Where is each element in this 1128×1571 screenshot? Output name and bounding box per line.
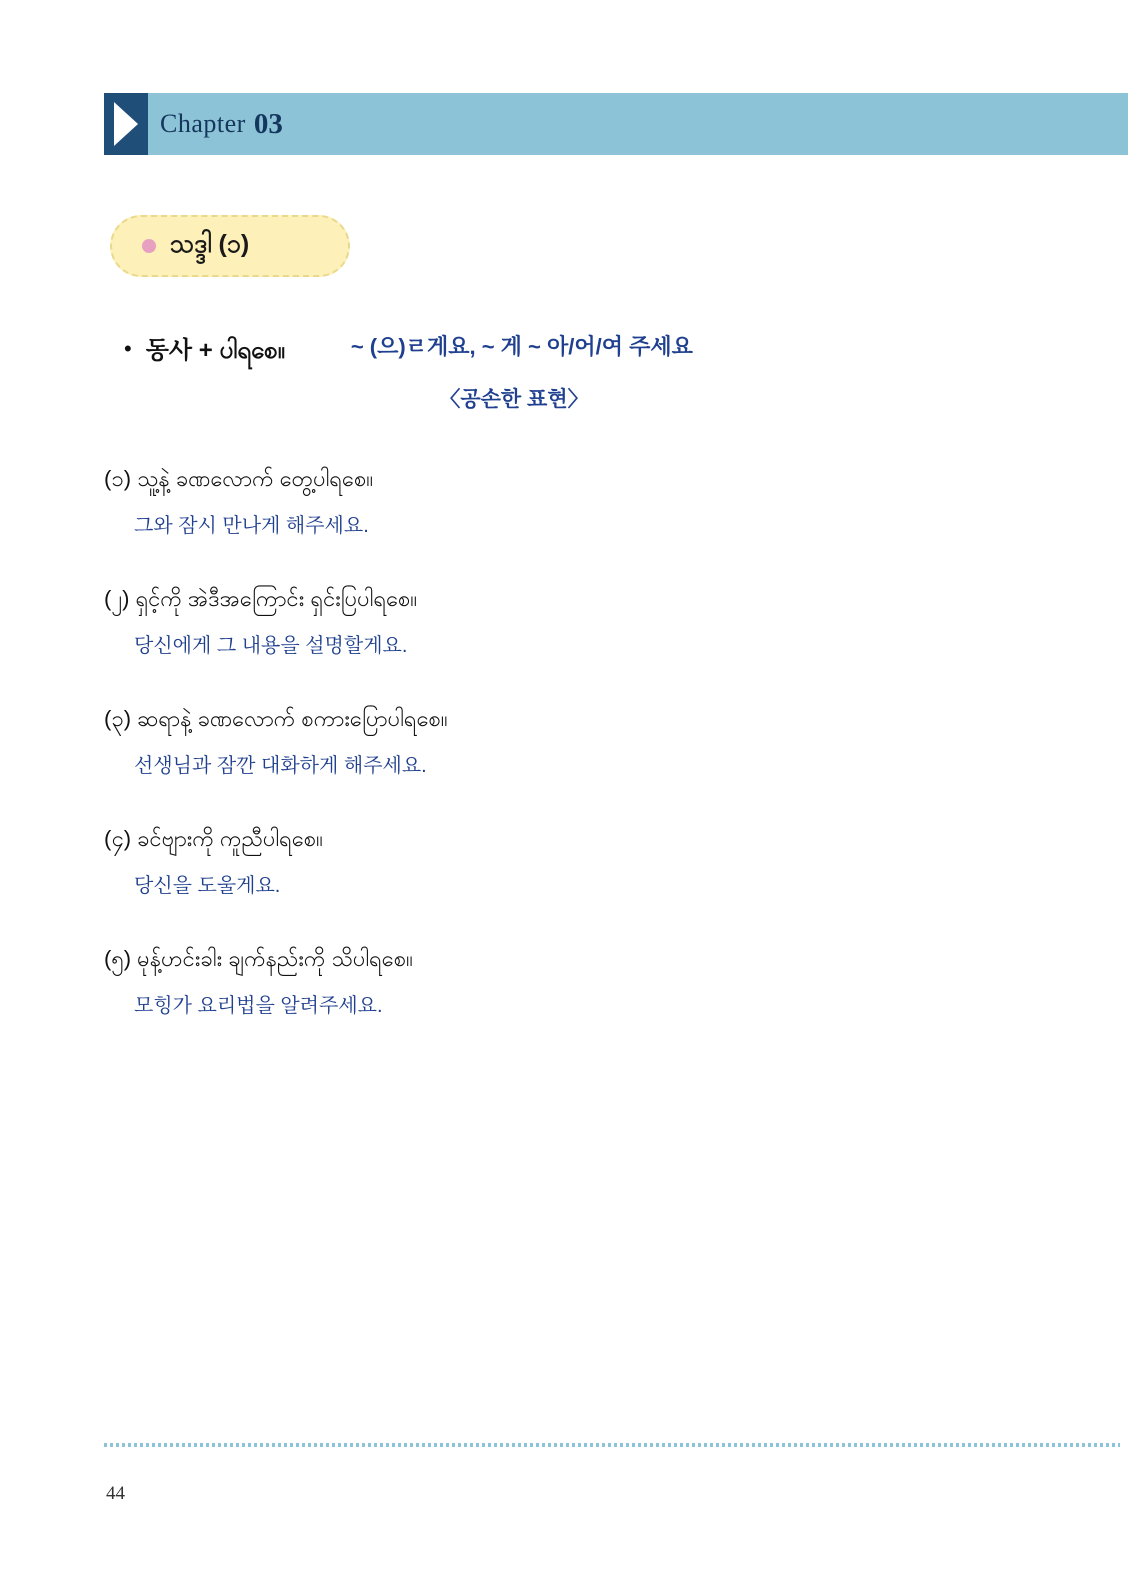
list-item (104, 462, 1064, 538)
example-burmese: (၄) ခင်ဗျားကို ကူညီပါရစေ။ (104, 826, 323, 851)
example-korean: 그와 잠시 만나게 해주세요. (134, 515, 369, 537)
example-korean: 모힝가 요리법을 알려주세요. (134, 995, 383, 1017)
page-number: 44 (106, 1483, 125, 1504)
topic-label: သဒ္ဒါ (၁) (170, 229, 250, 258)
list-item (104, 582, 1064, 658)
example-korean: 당신에게 그 내용을 설명할게요. (134, 635, 408, 657)
pattern-left-text: 동사 + ပါရစေ။ (145, 337, 285, 364)
list-item (104, 702, 1064, 778)
topic-pill (110, 215, 350, 277)
pattern-note: 〈공손한 표현〉 (439, 388, 589, 411)
grammar-pattern-row (124, 330, 1024, 370)
example-list (104, 462, 1064, 1062)
example-burmese: (၁) သူ့နဲ့ ခဏလောက် တွေ့ပါရစေ။ (104, 466, 374, 491)
bullet-icon: • (124, 336, 132, 361)
example-korean: 당신을 도울게요. (134, 875, 281, 897)
example-burmese: (၃) ဆရာနဲ့ ခဏလောက် စကားပြောပါရစေ။ (104, 706, 448, 731)
chapter-number: 03 (253, 107, 283, 140)
list-item (104, 822, 1064, 898)
example-korean: 선생님과 잠깐 대화하게 해주세요. (134, 755, 427, 777)
bullet-dot-icon (142, 239, 156, 253)
example-burmese: (၅) မုန့်ဟင်းခါး ချက်နည်းကို သိပါရစေ။ (104, 946, 413, 971)
example-burmese: (၂) ရှင့်ကို အဲဒီအကြောင်း ရှင်းပြပါရစေ။ (104, 586, 418, 611)
list-item (104, 942, 1064, 1018)
footer-divider (104, 1443, 1120, 1447)
chapter-header-band (104, 93, 1128, 155)
chapter-label: Chapter (160, 109, 246, 138)
pattern-right-text: ~ (으)ㄹ게요, ~ 게 ~ 아/어/여 주세요 (350, 334, 693, 359)
chapter-arrow-icon (104, 93, 148, 155)
